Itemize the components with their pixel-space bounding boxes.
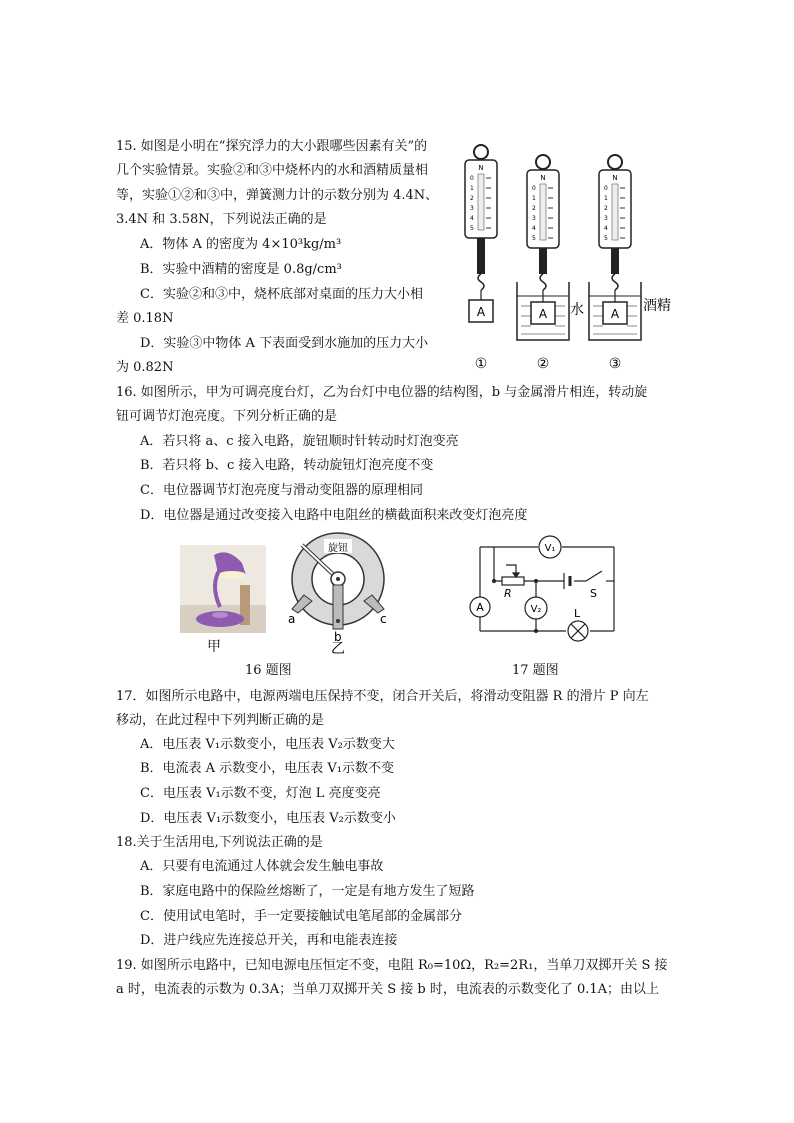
svg-text:1: 1 (532, 195, 536, 202)
q15-spring-balance-figure (455, 140, 685, 374)
svg-text:5: 5 (604, 235, 608, 242)
q17-option-b: B．电流表 A 示数变小，电压表 V₁示数不变 (140, 761, 394, 776)
svg-text:2: 2 (470, 195, 474, 202)
svg-text:1: 1 (604, 195, 608, 202)
spring-balance-3 (589, 155, 671, 340)
block-a-label: A (476, 305, 486, 319)
svg-text:3: 3 (604, 215, 608, 222)
q15-line1: 15. 如图是小明在“探究浮力的大小跟哪些因素有关”的 (116, 139, 428, 154)
rheostat-r-label: R (504, 587, 512, 600)
terminal-a-label: a (288, 612, 296, 626)
q15-option-c: C．实验②和③中，烧杯底部对桌面的压力大小相 (140, 287, 423, 302)
figure-16-yi-label: 乙 (331, 641, 345, 655)
q16-option-a: A．若只将 a、c 接入电路，旋钮顺时针转动时灯泡变亮 (140, 434, 459, 449)
terminal-b-label: b (334, 630, 342, 644)
svg-text:4: 4 (604, 225, 608, 232)
lamp-l-label: L (574, 607, 581, 620)
spring-balance-2 (517, 155, 584, 340)
q16-option-d: D．电位器是通过改变接入电路中电阻丝的横截面积来改变灯泡亮度 (140, 508, 528, 523)
q15-option-c-cont: 差 0.18N (116, 311, 174, 326)
svg-text:0: 0 (604, 185, 608, 192)
alcohol-label: 酒精 (643, 298, 671, 314)
experiment-1-label: ① (474, 356, 488, 372)
svg-text:N: N (612, 174, 618, 182)
q17-line1: 17．如图所示电路中，电源两端电压保持不变，闭合开关后，将滑动变阻器 R 的滑片 P 向左 (116, 689, 649, 704)
svg-text:2: 2 (604, 205, 608, 212)
potentiometer-diagram (282, 525, 394, 655)
q17-option-d: D．电压表 V₁示数变小，电压表 V₂示数变小 (140, 811, 396, 826)
svg-text:0: 0 (470, 175, 474, 182)
svg-text:A: A (610, 307, 620, 321)
q15-line4: 3.4N 和 3.58N，下列说法正确的是 (116, 212, 327, 227)
svg-text:4: 4 (470, 215, 474, 222)
ammeter-label: A (476, 601, 484, 614)
q15-option-d: D．实验③中物体 A 下表面受到水施加的压力大小 (140, 336, 429, 351)
q15-line3: 等，实验①②和③中，弹簧测力计的示数分别为 4.4N、 (116, 188, 439, 203)
q15-option-a: A．物体 A 的密度为 4×10³kg/m³ (140, 237, 342, 252)
experiment-2-label: ② (536, 356, 550, 372)
spring-balance-1 (465, 145, 497, 322)
q17-circuit-diagram (466, 535, 626, 643)
svg-text:2: 2 (532, 205, 536, 212)
svg-text:3: 3 (470, 205, 474, 212)
q16-line1: 16. 如图所示，甲为可调亮度台灯，乙为台灯中电位器的结构图，b 与金属滑片相连，转动旋 (116, 385, 648, 400)
q19-line1: 19. 如图所示电路中，已知电源电压恒定不变，电阻 R₀=10Ω，R₂=2R₁，当单刀双掷开关 S 接 (116, 958, 668, 973)
q17-option-c: C．电压表 V₁示数不变，灯泡 L 亮度变亮 (140, 786, 381, 801)
svg-text:4: 4 (532, 225, 536, 232)
switch-s-label: S (590, 587, 597, 600)
q18-option-a: A．只要有电流通过人体就会发生触电事故 (140, 859, 384, 874)
desk-lamp-photo (180, 545, 266, 633)
q17-line2: 移动，在此过程中下列判断正确的是 (116, 713, 325, 728)
q18-option-c: C．使用试电笔时，手一定要接触试电笔尾部的金属部分 (140, 909, 462, 924)
svg-text:N: N (540, 174, 546, 182)
figure-16-jia-label: 甲 (207, 639, 221, 655)
svg-text:A: A (538, 307, 548, 321)
voltmeter-v1-label: V₁ (544, 543, 556, 554)
q15-option-b: B．实验中酒精的密度是 0.8g/cm³ (140, 262, 342, 277)
scale-mark-n: N (478, 164, 484, 172)
svg-text:5: 5 (532, 235, 536, 242)
q18-option-d: D．进户线应先连接总开关，再和电能表连接 (140, 933, 398, 948)
terminal-c-label: c (380, 612, 387, 626)
q17-option-a: A．电压表 V₁示数变小，电压表 V₂示数变大 (140, 737, 395, 752)
q15-option-d-cont: 为 0.82N (116, 360, 174, 375)
svg-text:0: 0 (532, 185, 536, 192)
svg-text:5: 5 (470, 225, 474, 232)
q16-option-c: C．电位器调节灯泡亮度与滑动变阻器的原理相同 (140, 483, 423, 498)
q18-option-b: B．家庭电路中的保险丝熔断了，一定是有地方发生了短路 (140, 884, 475, 899)
voltmeter-v2-label: V₂ (530, 604, 542, 615)
svg-text:3: 3 (532, 215, 536, 222)
q15-line2: 几个实验情景。实验②和③中烧杯内的水和酒精质量相 (116, 163, 429, 178)
q16-option-b: B．若只将 b、c 接入电路，转动旋钮灯泡亮度不变 (140, 458, 434, 473)
q19-line2: a 时，电流表的示数为 0.3A；当单刀双掷开关 S 接 b 时，电流表的示数变化了 0.1A；由以上 (116, 982, 660, 997)
figure-16-caption: 16 题图 (245, 663, 292, 678)
q18-line1: 18.关于生活用电,下列说法正确的是 (116, 835, 323, 850)
knob-label: 旋钮 (328, 543, 348, 554)
svg-text:1: 1 (470, 185, 474, 192)
experiment-3-label: ③ (608, 356, 622, 372)
figure-17-caption: 17 题图 (512, 663, 559, 678)
water-label: 水 (570, 302, 584, 318)
q16-line2: 钮可调节灯泡亮度。下列分析正确的是 (116, 409, 338, 424)
